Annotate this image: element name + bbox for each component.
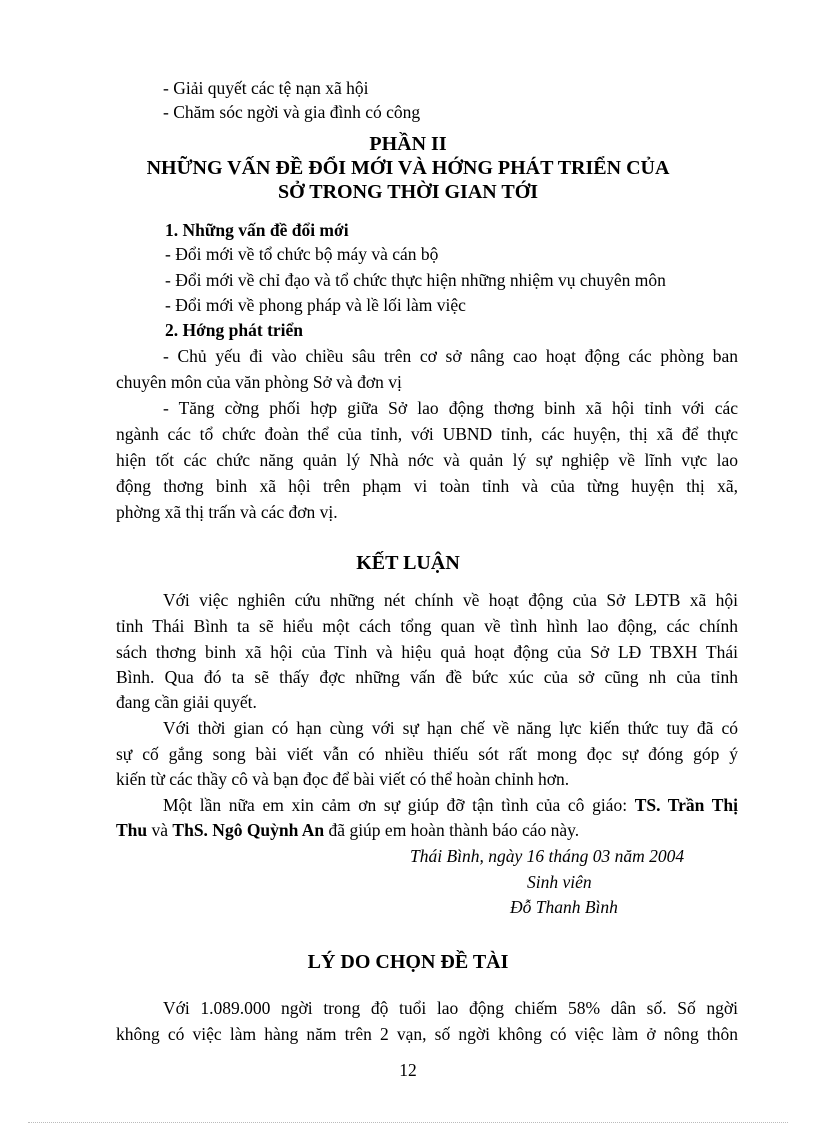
list-item: - Đổi mới về phong pháp và lề lối làm việc — [165, 295, 466, 315]
paragraph-line: - Tăng cờng phối hợp giữa Sở lao động thơng binh xã hội tỉnh với các — [163, 398, 738, 418]
paragraph-line: Bình. Qua đó ta sẽ thấy đợc những vấn đề bức xúc của sở cũng nh của tỉnh — [116, 667, 738, 687]
paragraph-line: - Chủ yếu đi vào chiều sâu trên cơ sở nâng cao hoạt động các phòng ban — [163, 346, 738, 366]
paragraph-line: Với 1.089.000 ngời trong độ tuổi lao động chiếm 58% dân số. Số ngời — [163, 998, 738, 1018]
section-title: 1. Những vấn đề đổi mới — [165, 220, 349, 240]
list-item: - Chăm sóc ngời và gia đình có công — [163, 102, 421, 122]
paragraph-line: động thơng binh xã hội trên phạm vi toàn tỉnh và của từng huyện thị xã, — [116, 476, 738, 496]
signature-role: Sinh viên — [527, 872, 592, 892]
list-item: - Giải quyết các tệ nạn xã hội — [163, 78, 369, 98]
list-item: - Đổi mới về chỉ đạo và tổ chức thực hiện những nhiệm vụ chuyên môn — [165, 270, 666, 290]
paragraph-line: kiến từ các thầy cô và bạn đọc để bài viết có thể hoàn chỉnh hơn. — [116, 769, 570, 789]
thanks-text: và — [147, 820, 173, 840]
advisor-name: ThS. Ngô Quỳnh An — [172, 820, 325, 840]
thanks-text: đã giúp em hoàn thành báo cáo này. — [324, 820, 580, 840]
advisor-name: Thu — [116, 820, 148, 840]
paragraph-line: phờng xã thị trấn và các đơn vị. — [116, 502, 338, 522]
paragraph-line — [163, 793, 738, 817]
part-title-line1: NHỮNG VẤN ĐỀ ĐỔI MỚI VÀ HỚNG PHÁT TRIỂN CỦA — [146, 157, 670, 179]
paragraph-line: không có việc làm hàng năm trên 2 vạn, số ngời không có việc làm ở nông thôn — [116, 1024, 738, 1044]
reason-title: LÝ DO CHỌN ĐỀ TÀI — [307, 951, 509, 973]
advisor-name: TS. Trần Thị — [634, 795, 738, 815]
conclusion-title: KẾT LUẬN — [356, 552, 460, 574]
paragraph-line: sách thơng binh xã hội của Tỉnh và hiệu quả hoạt động của Sở LĐ TBXH Thái — [116, 642, 738, 662]
paragraph-line: chuyên môn của văn phòng Sở và đơn vị — [116, 372, 402, 392]
paragraph-line: hiện tốt các chức năng quản lý Nhà nớc và quản lý sự nghiệp về lĩnh vực lao — [116, 450, 738, 470]
part-title-line2: SỞ TRONG THỜI GIAN TỚI — [277, 181, 539, 203]
paragraph-line: tỉnh Thái Bình ta sẽ hiểu một cách tổng quan về tình hình lao động, các chính — [116, 616, 738, 636]
thanks-text: Một lần nữa em xin cảm ơn sự giúp đỡ tận tình của cô giáo: — [163, 795, 635, 815]
paragraph-line: Với việc nghiên cứu những nét chính về hoạt động của Sở LĐTB xã hội — [163, 590, 738, 610]
list-item: - Đổi mới về tổ chức bộ máy và cán bộ — [165, 244, 439, 264]
paragraph-line: sự cố gắng song bài viết vẫn có nhiều thiếu sót rất mong đọc sự đóng góp ý — [116, 744, 738, 764]
section-title: 2. Hớng phát triển — [165, 320, 304, 340]
paragraph-line — [116, 818, 579, 842]
page-number: 12 — [399, 1060, 417, 1080]
paragraph-line: đang cần giải quyết. — [116, 692, 257, 712]
signature-name: Đỗ Thanh Bình — [510, 897, 618, 917]
paragraph-line: ngành các tổ chức đoàn thể của tỉnh, với UBND tỉnh, các huyện, thị xã để thực — [116, 424, 738, 444]
paragraph-line: Với thời gian có hạn cùng với sự hạn chế về năng lực kiến thức tuy đã có — [163, 718, 738, 738]
part-heading: PHẦN II — [369, 133, 447, 155]
signature-place-date: Thái Bình, ngày 16 tháng 03 năm 2004 — [410, 846, 685, 866]
